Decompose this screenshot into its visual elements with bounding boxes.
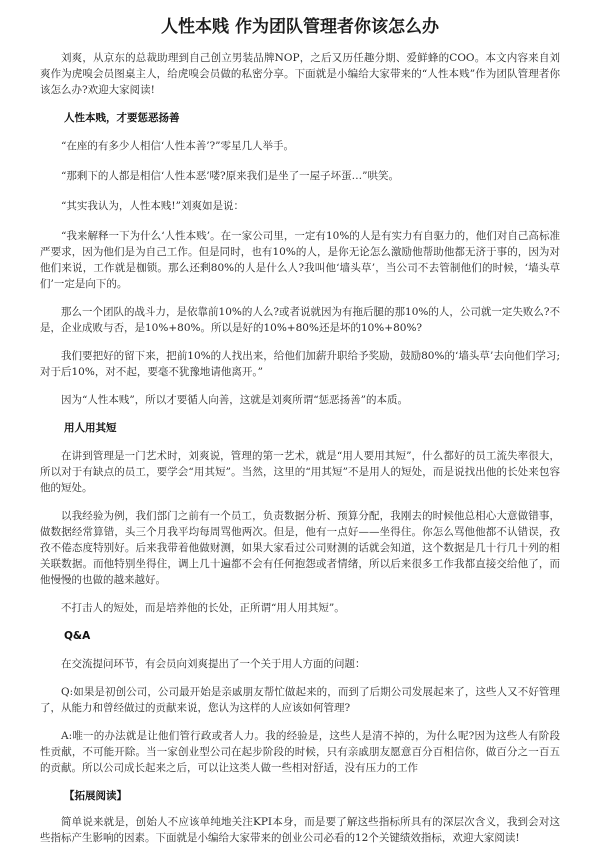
intro-paragraph: 刘爽，从京东的总裁助理到自己创立男装品牌NOP，之后又历任趣分期、爱鲜蜂的COO。本文内容来自刘爽作为虎嗅会员图桌主人，给虎嗅会员做的私密分享。下面就是小编给大家带来的“人性本贱”作为团队管理者你该怎么办?欢迎大家阅读!	[40, 52, 560, 96]
bracket-close: 】	[116, 790, 127, 802]
answer-paragraph: A:唯一的办法就是让他们管行政或者人力。我的经验是，这些人是清不掉的，为什么呢?因为这些人有阶段性贡献，不可能开除。当一家创业型公司在起步阶段的时候，只有亲戚朋友愿意百分百相信你，做百分之一百五的贡献。所以公司成长起来之后，可以让这类人做一些相对舒适，没有压力的工作	[40, 730, 560, 774]
question-paragraph: Q:如果是初创公司，公司最开始是亲戚朋友帮忙做起来的，而到了后期公司发展起来了，这些人又不好管理了，从能力和曾经做过的贡献来说，您认为这样的人应该如何管理?	[40, 686, 560, 714]
section-heading-qa: Q&A	[64, 630, 91, 642]
article-title: 人性本贱 作为团队管理者你该怎么办	[161, 17, 439, 37]
bracket-open: 【	[64, 790, 75, 802]
quote-paragraph-2: “那剩下的人都是相信‘人性本恶’喽?原来我们是坐了一屋子坏蛋…”哄笑。	[61, 170, 400, 182]
body-paragraph: 以我经验为例，我们部门之前有一个员工，负责数据分析、预算分配，我刚去的时候他总相心大意做错事，做数据经常算错，头三个月我平均每周骂他两次。但是，他有一点好——坐得住。你怎么骂他他都不认错误，孜孜不倦态度特别好。后来我带着他做财测，如果大家看过公司财测的话就会知道，这个数据是几十行几十列的相关联数据。而他特别坐得住，调上几十遍都不会有任何抱怨或者情绪，所以后来很多工作我都直接交给他了，而他慢慢的也做的越来越好。	[40, 510, 560, 586]
body-paragraph: 在交流提问环节，有会员向刘爽提出了一个关于用人方面的问题：	[61, 658, 366, 670]
quote-paragraph-3: “其实我认为，人性本贱!”刘爽如是说：	[61, 200, 244, 212]
body-paragraph: 因为“人性本贱”，所以才要循人向善，这就是刘爽所谓“惩恶扬善”的本质。	[61, 394, 408, 406]
body-paragraph: 不打击人的短处，而是培养他的长处，正所谓“用人用其短”。	[61, 602, 345, 614]
body-paragraph: “我来解释一下为什么‘人性本贱’。在一家公司里，一定有10%的人是有实力有自驱力的，他们对自己高标准严要求，因为他们是为自己工作。但是同时，也有10%的人，是你无论怎么激励他帮助他都无济于事的，因为对他们来说，工作就是枷锁。那么还剩80%的人是什么人?我叫他‘墙头草’，当公司不去管制他们的时候，‘墙头草们’一定是向下的。	[40, 230, 560, 290]
quote-paragraph-1: “在座的有多少人相信‘人性本善’?”零星几人举手。	[61, 140, 295, 152]
body-paragraph: 在讲到管理是一门艺术时，刘爽说，管理的第一艺术，就是“用人要用其短”，什么都好的员工流失率很大，所以对于有缺点的员工，要学会“用其短”。当然，这里的“用其短”不是用人的短处，而是说找出他的长处来包容他的短处。	[40, 450, 560, 494]
body-paragraph: 我们要把好的留下来，把前10%的人找出来，给他们加薪升职给予奖励，鼓励80%的‘墙头草’去向他们学习;对于后10%，对不起，要毫不犹豫地请他离开。”	[40, 350, 560, 378]
section-heading-use-shortcomings: 用人用其短	[64, 422, 117, 434]
section-heading-punish-evil: 人性本贱，才要惩恶扬善	[64, 112, 180, 124]
body-paragraph: 那么一个团队的战斗力，是依靠前10%的人么?或者说就因为有拖后腿的那10%的人，公司就一定失败么?不是，企业成败与否，是10%+80%。所以是好的10%+80%还是坏的10%+80%?	[40, 306, 560, 334]
extended-reading-label: 拓展阅读	[74, 790, 117, 802]
section-heading-extended-reading	[64, 788, 560, 804]
body-paragraph: 简单说来就是，创始人不应该单纯地关注KPI本身，而是要了解这些指标所具有的深层次含义，我到会对这些指标产生影响的因素。下面就是小编给大家带来的创业公司必看的12个关键绩效指标，欢迎大家阅读!	[40, 816, 560, 844]
